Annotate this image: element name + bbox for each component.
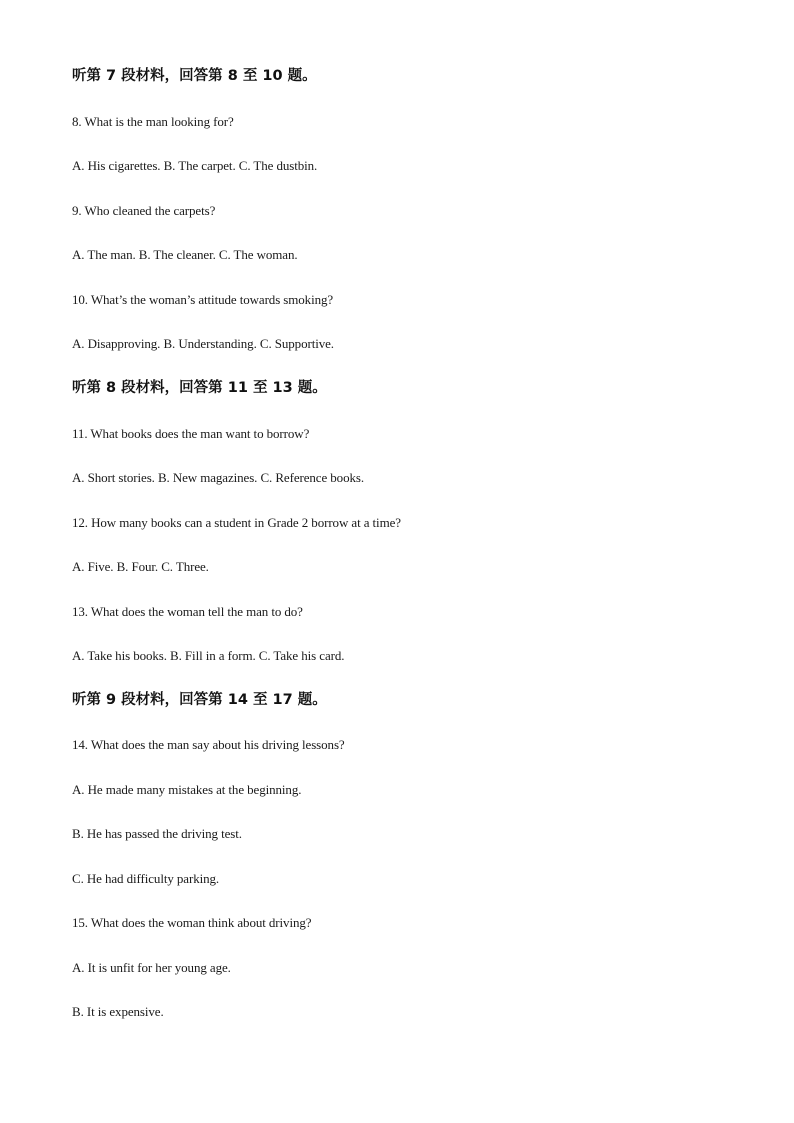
options-10: A. Disapproving. B. Understanding. C. Supportive.: [72, 336, 334, 351]
question-15: 15. What does the woman think about driving?: [72, 915, 312, 930]
question-9: 9. Who cleaned the carpets?: [72, 203, 216, 218]
question-14: 14. What does the man say about his driving lessons?: [72, 737, 345, 752]
options-8: A. His cigarettes. B. The carpet. C. The dustbin.: [72, 158, 318, 173]
option-14c: C. He had difficulty parking.: [72, 871, 220, 886]
options-12: A. Five. B. Four. C. Three.: [72, 559, 209, 574]
question-12: 12. How many books can a student in Grade 2 borrow at a time?: [72, 515, 401, 530]
document-page: [72, 0, 732, 1123]
option-15a: A. It is unfit for her young age.: [72, 960, 231, 975]
option-15b: B. It is expensive.: [72, 1004, 164, 1019]
options-11: A. Short stories. B. New magazines. C. Reference books.: [72, 470, 364, 485]
section-heading-2: 听第 8 段材料，回答第 11 至 13 题。: [72, 380, 327, 396]
section-heading-3: 听第 9 段材料，回答第 14 至 17 题。: [72, 692, 327, 708]
options-9: A. The man. B. The cleaner. C. The woman.: [72, 247, 298, 262]
options-13: A. Take his books. B. Fill in a form. C. Take his card.: [72, 648, 345, 663]
question-8: 8. What is the man looking for?: [72, 114, 234, 129]
question-10: 10. What’s the woman’s attitude towards smoking?: [72, 292, 334, 307]
option-14a: A. He made many mistakes at the beginning.: [72, 782, 302, 797]
question-13: 13. What does the woman tell the man to do?: [72, 604, 303, 619]
section-heading-1: 听第 7 段材料，回答第 8 至 10 题。: [72, 68, 317, 84]
option-14b: B. He has passed the driving test.: [72, 826, 242, 841]
question-11: 11. What books does the man want to borrow?: [72, 426, 310, 441]
